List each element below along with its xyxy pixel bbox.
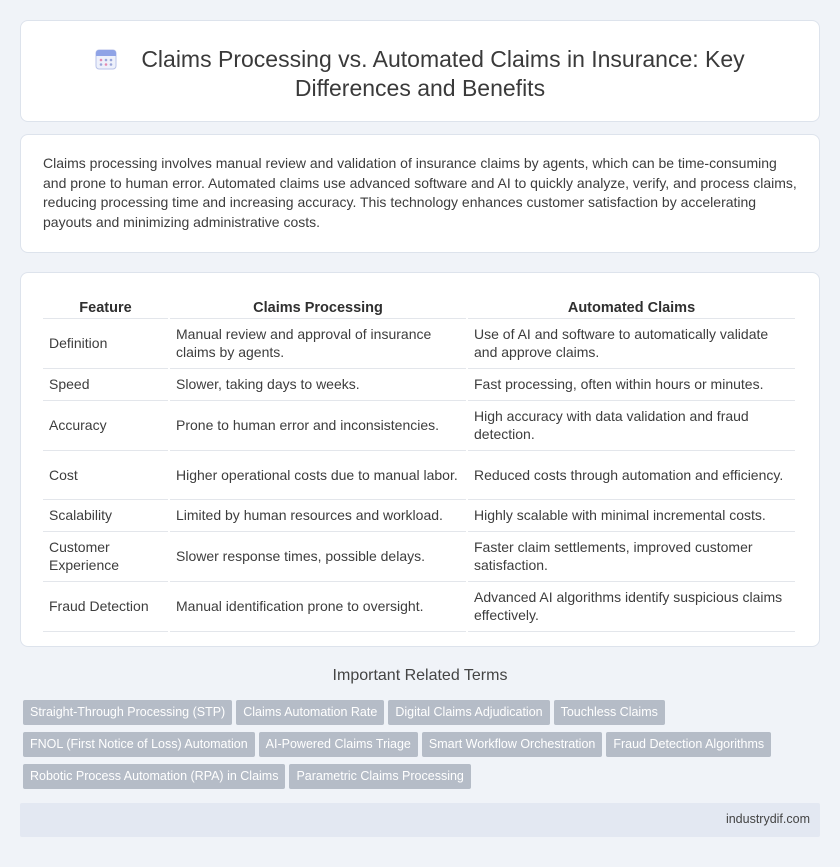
cell-feature: Scalability — [43, 500, 168, 532]
page-title-text: Claims Processing vs. Automated Claims in Insurance: Key Differences and Benefits — [141, 46, 745, 101]
cell-processing: Manual identification prone to oversight. — [170, 582, 466, 632]
related-term-tag[interactable]: Touchless Claims — [554, 700, 665, 725]
tag-row — [23, 700, 823, 732]
cell-feature: Accuracy — [43, 401, 168, 451]
table-row — [43, 319, 795, 369]
cell-automated: Reduced costs through automation and efficiency. — [468, 451, 795, 500]
cell-processing: Higher operational costs due to manual labor. — [170, 451, 466, 500]
cell-processing: Limited by human resources and workload. — [170, 500, 466, 532]
related-term-tag[interactable]: Parametric Claims Processing — [289, 764, 470, 789]
cell-automated: High accuracy with data validation and fraud detection. — [468, 401, 795, 451]
cell-processing: Prone to human error and inconsistencies. — [170, 401, 466, 451]
tag-row — [23, 732, 823, 764]
comparison-card — [20, 272, 820, 647]
cell-automated: Highly scalable with minimal incremental costs. — [468, 500, 795, 532]
table-row — [43, 369, 795, 401]
related-term-tag[interactable]: Straight-Through Processing (STP) — [23, 700, 232, 725]
footer-site-link[interactable]: industrydif.com — [725, 812, 810, 826]
table-row — [43, 451, 795, 500]
page-title — [21, 45, 819, 103]
related-terms-title: Important Related Terms — [332, 667, 508, 684]
footer — [20, 803, 820, 837]
cell-automated: Faster claim settlements, improved customer satisfaction. — [468, 532, 795, 582]
related-term-tag[interactable]: Digital Claims Adjudication — [388, 700, 549, 725]
cell-processing: Manual review and approval of insurance claims by agents. — [170, 319, 466, 369]
table-row — [43, 532, 795, 582]
table-row — [43, 582, 795, 632]
related-term-tag[interactable]: AI-Powered Claims Triage — [259, 732, 418, 757]
header-card — [20, 20, 820, 122]
related-terms — [23, 700, 823, 796]
cell-feature: Definition — [43, 319, 168, 369]
tag-row — [23, 764, 823, 796]
related-term-tag[interactable]: Fraud Detection Algorithms — [606, 732, 771, 757]
cell-processing: Slower, taking days to weeks. — [170, 369, 466, 401]
related-term-tag[interactable]: FNOL (First Notice of Loss) Automation — [23, 732, 255, 757]
related-term-tag[interactable]: Claims Automation Rate — [236, 700, 384, 725]
cell-feature: Fraud Detection — [43, 582, 168, 632]
table-header-row — [43, 295, 795, 319]
cell-feature: Speed — [43, 369, 168, 401]
cell-automated: Fast processing, often within hours or minutes. — [468, 369, 795, 401]
cell-processing: Slower response times, possible delays. — [170, 532, 466, 582]
cell-automated: Advanced AI algorithms identify suspicious claims effectively. — [468, 582, 795, 632]
related-term-tag[interactable]: Smart Workflow Orchestration — [422, 732, 602, 757]
header-claims-processing: Claims Processing — [170, 295, 466, 319]
cell-feature: Cost — [43, 451, 168, 500]
intro-paragraph: Claims processing involves manual review and validation of insurance claims by agents, which can be time-consuming and prone to human error. Automated claims use advanced software and AI to quickly analyze, verify, and process claims, reducing processing time and increasing accuracy. This technology enhances customer satisfaction by accelerating payouts and minimizing administrative costs. — [43, 155, 797, 230]
intro-card — [20, 134, 820, 253]
comparison-table — [41, 295, 797, 632]
header-automated-claims: Automated Claims — [468, 295, 795, 319]
calendar-icon — [95, 48, 117, 70]
table-row — [43, 500, 795, 532]
header-feature: Feature — [43, 295, 168, 319]
cell-feature: Customer Experience — [43, 532, 168, 582]
related-term-tag[interactable]: Robotic Process Automation (RPA) in Claims — [23, 764, 285, 789]
cell-automated: Use of AI and software to automatically validate and approve claims. — [468, 319, 795, 369]
table-row — [43, 401, 795, 451]
